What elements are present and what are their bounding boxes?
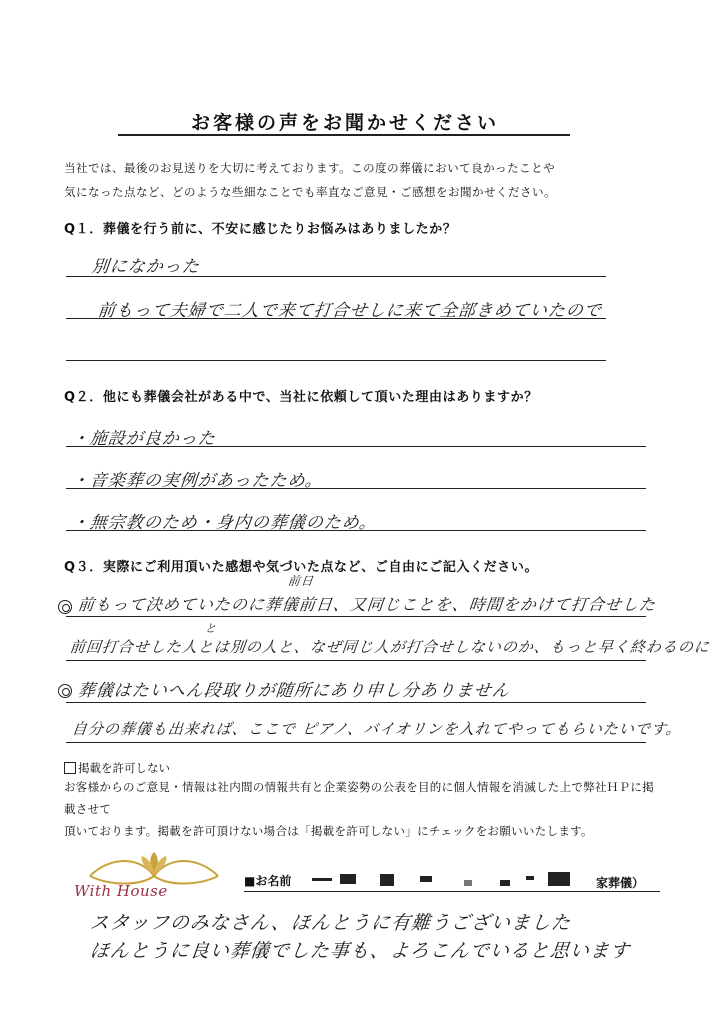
intro-text [64, 156, 664, 204]
q1-answer-line-3 [66, 360, 606, 361]
no-publish-checkbox[interactable] [64, 762, 76, 774]
redaction [380, 874, 394, 886]
q3-answer-2: 前回打合せした人とは別の人と、なぜ同じ人が打合せしないのか、もっと早く終わるのに [69, 638, 711, 656]
question-3: Q３．実際にご利用頂いた感想や気づいた点など、ご自由にご記入ください。 [64, 560, 539, 575]
title-underline [118, 134, 570, 136]
q3-answer-1: 前もって決めていたのに葬儀前日、又同じことを、時間をかけて打合せした [76, 595, 657, 614]
q2-answer-line-2 [66, 488, 646, 489]
question-2: Q２．他にも葬儀会社がある中で、当社に依頼して頂いた理由はありますか？ [64, 390, 538, 405]
privacy-notice [64, 776, 664, 842]
double-circle-mark-2 [58, 684, 72, 698]
q1-answer-1: 別になかった [90, 257, 201, 277]
privacy-line-1: お客様からのご意見・情報は社内間の情報共有と企業姿勢の公表を目的に個人情報を消滅した上で弊社ＨＰに掲載させて [64, 780, 654, 816]
q1-answer-line-2 [66, 318, 606, 319]
message-line-2: ほんとうに良い葬儀でした事も、よろこんでいると思います [88, 940, 632, 962]
q2-answer-line-3 [66, 530, 646, 531]
redaction [548, 872, 570, 886]
q3-answer-line-2 [66, 660, 646, 661]
redaction [500, 880, 510, 886]
q1-answer-2: 前もって夫婦で二人で来て打合せしに来て全部きめていたので [96, 301, 603, 321]
family-funeral-label: 家葬儀） [596, 876, 645, 890]
name-underline [244, 891, 660, 892]
q2-answer-3: ・無宗教のため・身内の葬儀のため。 [70, 513, 379, 533]
redaction [526, 876, 534, 880]
intro-line-1: 当社では、最後のお見送りを大切に考えております。この度の葬儀において良かったことや [64, 161, 556, 175]
q3-answer-line-4 [66, 742, 646, 743]
redaction [464, 880, 472, 886]
q3-answer-line-1 [66, 616, 646, 617]
q3-insert-small: と [204, 622, 218, 635]
redaction [312, 878, 332, 881]
q3-answer-4: 自分の葬儀も出来れば、ここで ピアノ、バイオリンを入れてやってもらいたいです。 [71, 720, 683, 738]
no-publish-option[interactable] [64, 760, 170, 776]
q3-insert-note: 前日 [287, 574, 315, 588]
q2-answer-1: ・施設が良かった [70, 429, 217, 449]
redaction [340, 874, 356, 884]
q3-answer-3: 葬儀はたいへん段取りが随所にあり申し分ありません [76, 681, 511, 701]
q2-answer-line-1 [66, 446, 646, 447]
q3-answer-line-3 [66, 702, 646, 703]
name-label: ■お名前 [244, 874, 292, 888]
form-title: お客様の声をお聞かせください [190, 112, 499, 134]
message-line-1: スタッフのみなさん、ほんとうに有難うございました [88, 912, 573, 934]
no-publish-label: 掲載を許可しない [78, 761, 170, 775]
question-1: Q１．葬儀を行う前に、不安に感じたりお悩みはありましたか？ [64, 222, 457, 237]
lotus-infinity-icon [70, 852, 238, 886]
company-logo [70, 852, 238, 902]
privacy-line-2: 頂いております。掲載を許可頂けない場合は「掲載を許可しない」にチェックをお願いいたします。 [64, 824, 593, 838]
q1-answer-line-1 [66, 276, 606, 277]
redaction [420, 876, 432, 882]
intro-line-2: 気になった点など、どのような些細なことでも率直なご意見・ご感想をお聞かせください。 [64, 185, 556, 199]
double-circle-mark [58, 600, 72, 614]
q2-answer-2: ・音楽葬の実例があったため。 [70, 471, 324, 491]
logo-wordmark: With House [74, 882, 168, 900]
